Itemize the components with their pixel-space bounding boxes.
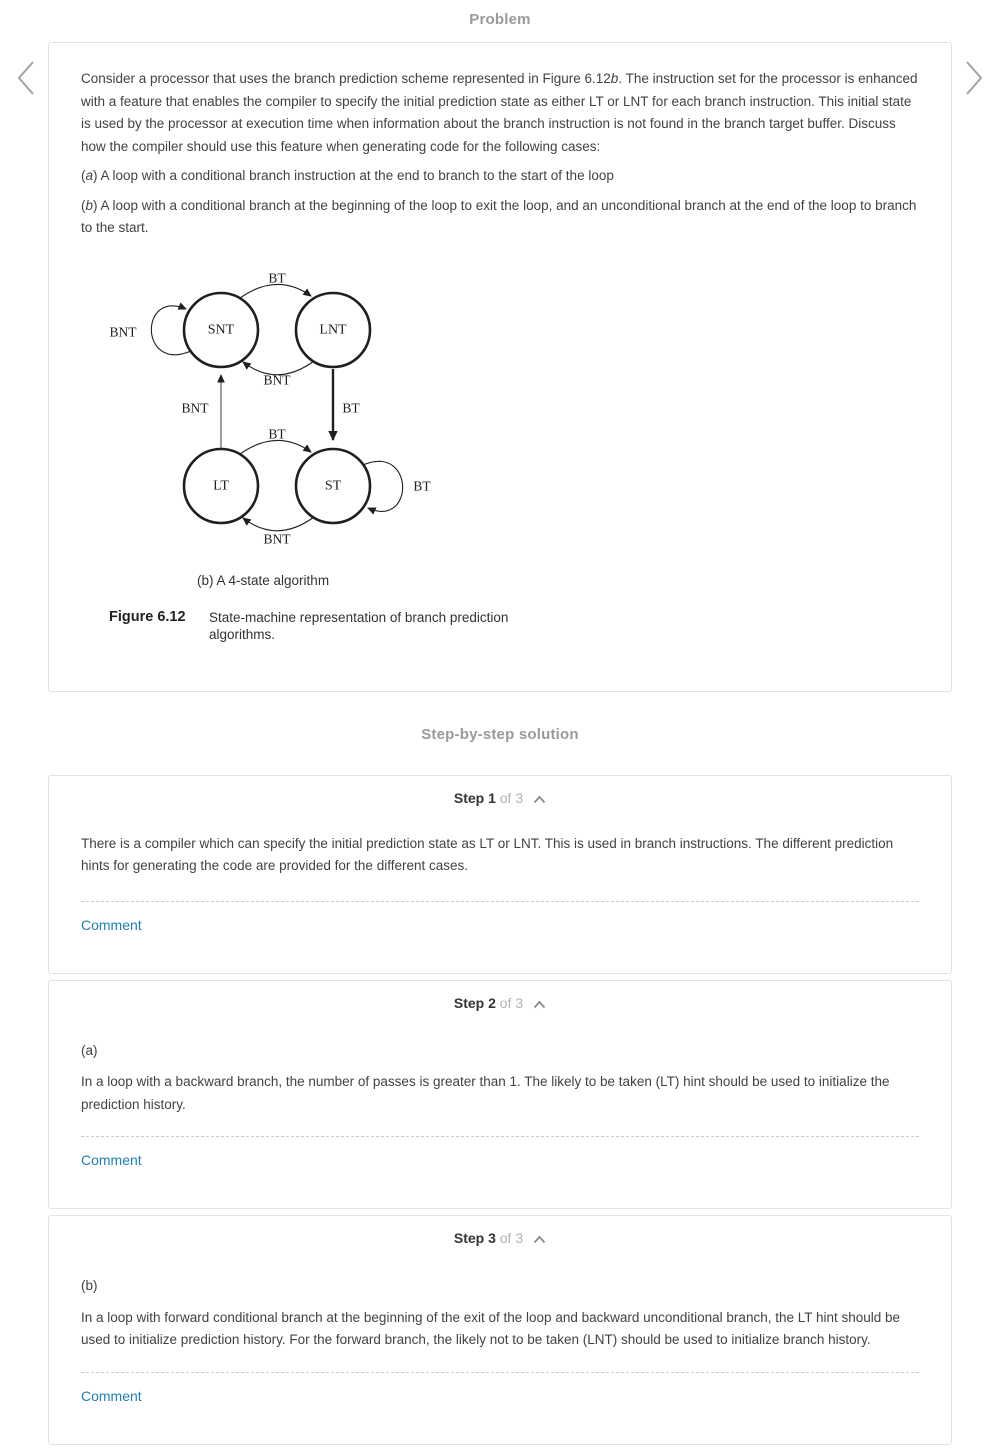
step-3-title: Step 3 <box>453 1230 496 1246</box>
dashed-divider <box>81 1372 919 1373</box>
problem-statement: Consider a processor that uses the branch prediction scheme represented in Figure 6.12b. The instruction set for the processor is enhanced with a feature that enables the compiler to specify the initial prediction state as either LT or LNT for each branch instruction. This initial state is used by the processor at execution time when information about the branch instruction is not found in the branch target buffer. Discuss how the compiler should use this feature when generating code for the following cases: <box>81 71 918 154</box>
edge-st-to-lt <box>243 517 314 531</box>
step-3-text: In a loop with forward conditional branch at the beginning of the exit of the loop and backward unconditional branch, the LT hint should be used to initialize prediction history. For the forward branch, the likely not to be taken (LNT) should be used to initialize branch history. <box>81 1309 901 1347</box>
figure-sub-caption: (b) A 4-state algorithm <box>197 572 330 588</box>
step-2-header <box>81 995 919 1012</box>
step-1-header <box>81 790 919 807</box>
label-bt-lower: BT <box>268 426 286 441</box>
step-1-count: of 3 <box>499 789 524 806</box>
step-3-header <box>81 1230 919 1247</box>
step-3-count: of 3 <box>499 1230 524 1246</box>
dashed-divider <box>81 1136 919 1137</box>
step-1-card <box>48 775 952 974</box>
step-2-part-label: (a) <box>81 1042 98 1058</box>
step-1-text: There is a compiler which can specify the initial prediction state as LT or LNT. This is used in branch instructions. The different prediction hints for generating the code are provided for the different cases. <box>81 835 894 873</box>
chevron-up-icon <box>533 1235 546 1244</box>
state-snt-label: SNT <box>207 322 235 337</box>
problem-heading: Problem <box>469 11 531 28</box>
label-bnt-bottom: BNT <box>263 531 291 546</box>
label-bt-top: BT <box>268 270 286 285</box>
collapse-step-1-button[interactable] <box>533 791 546 807</box>
label-bnt-mid: BNT <box>263 372 291 387</box>
problem-item-a: (a) A loop with a conditional branch instruction at the end to branch to the start of the loop <box>81 168 614 183</box>
figure-caption <box>109 609 531 644</box>
state-lt-label: LT <box>213 478 229 493</box>
step-2-text: In a loop with a backward branch, the number of passes is greater than 1. The likely to be taken (LT) hint should be used to initialize the prediction history. <box>81 1074 890 1112</box>
chevron-up-icon <box>533 795 546 804</box>
chevron-right-icon <box>962 58 986 98</box>
previous-problem-button[interactable] <box>13 58 39 98</box>
label-bt-right: BT <box>413 478 431 493</box>
step-2-card <box>48 980 952 1210</box>
step-3-card <box>48 1215 952 1445</box>
step-1-title: Step 1 <box>453 789 496 806</box>
solution-heading: Step-by-step solution <box>421 725 579 743</box>
figure-6-12 <box>81 257 919 649</box>
comment-link[interactable]: Comment <box>81 916 142 933</box>
comment-link[interactable]: Comment <box>81 1387 142 1404</box>
dashed-divider <box>81 901 919 902</box>
state-st-label: ST <box>324 478 342 493</box>
problem-item-b: (b) A loop with a conditional branch at the beginning of the loop to exit the loop, and an unconditional branch at the end of the loop to branch to the start. <box>81 197 917 235</box>
figure-caption-text: State-machine representation of branch prediction algorithms. <box>209 609 509 642</box>
label-bnt-left: BNT <box>109 324 137 339</box>
label-bnt-vertical: BNT <box>181 400 209 415</box>
figure-caption-label: Figure 6.12 <box>109 608 186 625</box>
edge-lt-to-st <box>240 440 311 454</box>
state-lnt-label: LNT <box>319 322 347 337</box>
step-2-count: of 3 <box>499 994 524 1011</box>
comment-link[interactable]: Comment <box>81 1152 142 1168</box>
state-machine-diagram <box>81 257 501 557</box>
collapse-step-2-button[interactable] <box>533 996 546 1012</box>
collapse-step-3-button[interactable] <box>533 1231 546 1247</box>
chevron-up-icon <box>533 1000 546 1009</box>
problem-card <box>48 42 952 692</box>
label-bt-vertical: BT <box>342 400 360 415</box>
chevron-left-icon <box>14 58 38 98</box>
step-3-part-label: (b) <box>81 1278 98 1293</box>
next-problem-button[interactable] <box>961 58 987 98</box>
step-2-title: Step 2 <box>453 994 496 1011</box>
edge-snt-to-lnt <box>240 284 311 298</box>
